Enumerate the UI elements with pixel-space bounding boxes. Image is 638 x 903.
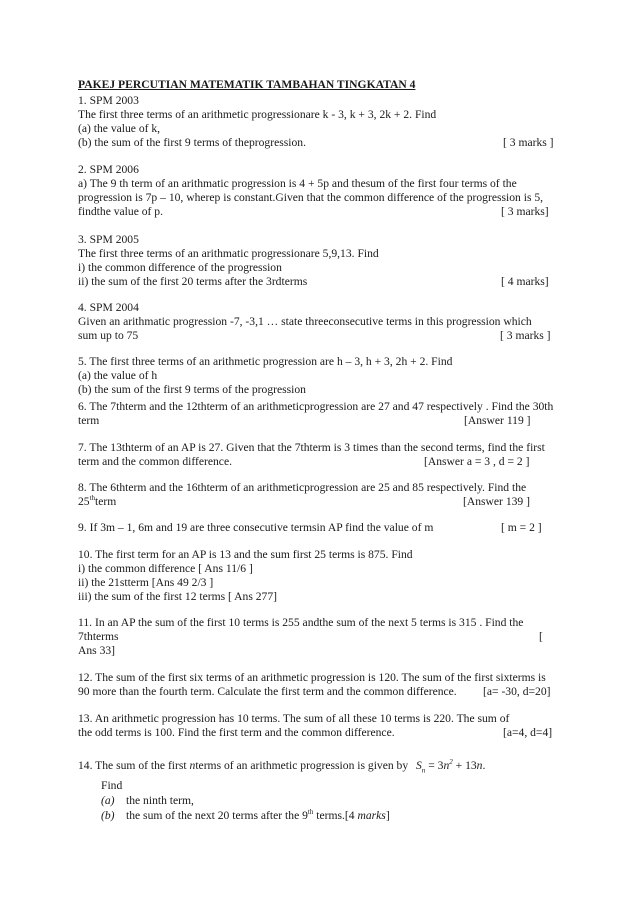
q4-line-2: sum up to 75 [78, 329, 139, 342]
q1-line-3: (b) the sum of the first 9 terms of theprogression. [78, 136, 306, 149]
q14-variable-n: n [189, 759, 196, 772]
q1-marks: [ 3 marks ] [503, 136, 554, 149]
q3-line-1: The first three terms of an arithmatic progressionare 5,9,13. Find [78, 247, 379, 260]
part-a-label: (a) [101, 794, 115, 807]
q7-answer: [Answer a = 3 , d = 2 ] [424, 455, 530, 468]
q14-line-1 [78, 759, 408, 773]
q14-part-b-text [126, 809, 390, 823]
formula-subscript: n [421, 766, 426, 775]
q5-line-1: 5. The first three terms of an arithmetic progression are h – 3, h + 3, 2h + 2. Find [78, 355, 453, 368]
q1-line-2: (a) the value of k, [78, 122, 161, 135]
q8-line-2 [78, 495, 116, 509]
q8-line-1: 8. The 6thterm and the 16thterm of an arithmeticprogression are 25 and 85 respectively. Find the [78, 481, 527, 494]
q13-answer: [a=4, d=4] [503, 726, 553, 739]
q8-term-number: 25 [78, 495, 90, 508]
q3-marks: [ 4 marks] [501, 275, 549, 288]
q10-line-1: 10. The first term for an AP is 13 and the sum first 25 terms is 875. Find [78, 548, 413, 561]
q14-text-end: terms of an arithmetic progression is given by [195, 759, 409, 772]
q12-line-2: 90 more than the fourth term. Calculate the first term and the common difference. [78, 685, 457, 698]
formula-exponent: 2 [449, 758, 453, 766]
q4-line-1: Given an arithmatic progression -7, -3,1 … state threeconsecutive terms in this progression which [78, 315, 532, 328]
q6-line-2: term [78, 414, 100, 427]
q8-term-word: term [95, 495, 117, 508]
q3-line-3: ii) the sum of the first 20 terms after the 3rdterms [78, 275, 308, 288]
formula-equals: = 3 [425, 759, 444, 772]
q13-line-2: the odd terms is 100. Find the first term and the common difference. [78, 726, 395, 739]
q4-heading: 4. SPM 2004 [78, 301, 139, 314]
q2-line-2: progression is 7p – 10, wherep is constant.Given that the common difference of the progression is 5, [78, 191, 544, 204]
q5-line-3: (b) the sum of the first 9 terms of the progression [78, 383, 306, 396]
q14-find: Find [101, 779, 123, 792]
q11-line-1: 11. In an AP the sum of the first 10 terms is 255 andthe sum of the next 5 terms is 315 . Find the [78, 616, 524, 629]
q6-answer: [Answer 119 ] [464, 414, 531, 427]
q5-line-2: (a) the value of h [78, 369, 158, 382]
part-b-text-start: the sum of the next 20 terms after the 9 [126, 809, 308, 822]
q2-marks: [ 3 marks] [501, 205, 549, 218]
q2-line-1: a) The 9 th term of an arithmatic progression is 4 + 5p and thesum of the first four terms of the [78, 177, 517, 190]
sum-formula [416, 759, 485, 777]
q10-line-2: i) the common difference [ Ans 11/6 ] [78, 562, 253, 575]
q3-line-2: i) the common difference of the progression [78, 261, 282, 274]
q3-heading: 3. SPM 2005 [78, 233, 139, 246]
q4-marks: [ 3 marks ] [500, 329, 551, 342]
q9-line-1: 9. If 3m – 1, 6m and 19 are three consecutive termsin AP find the value of m [78, 521, 434, 534]
q14-part-a-text: the ninth term, [126, 794, 194, 807]
formula-n-1: n [443, 759, 450, 772]
q2-line-3: findthe value of p. [78, 205, 163, 218]
part-b-marks-word: marks [357, 809, 386, 822]
q6-line-1: 6. The 7thterm and the 12thterm of an arithmeticprogression are 27 and 47 respectively . Find the 30th [78, 400, 554, 413]
part-b-bracket: ] [385, 809, 390, 822]
q1-line-1: The first three terms of an arithmetic progressionare k - 3, k + 3, 2k + 2. Find [78, 108, 437, 121]
formula-period: . [482, 759, 486, 772]
formula-s: S [416, 759, 422, 772]
q1-heading: 1. SPM 2003 [78, 94, 139, 107]
formula-n-2: n [476, 759, 483, 772]
q10-line-3: ii) the 21stterm [Ans 49 2/3 ] [78, 576, 214, 589]
q11-bracket: [ [539, 630, 543, 643]
part-b-text-mid: terms.[4 [313, 809, 358, 822]
q14-part-b-label [101, 809, 115, 823]
page-title: PAKEJ PERCUTIAN MATEMATIK TAMBAHAN TINGKATAN 4 [78, 78, 416, 91]
q8-answer: [Answer 139 ] [463, 495, 530, 508]
q9-answer: [ m = 2 ] [501, 521, 542, 534]
q14-text-start: 14. The sum of the first [78, 759, 190, 772]
part-b-label: (b) [101, 809, 115, 822]
q11-line-2: 7thterms [78, 630, 119, 643]
q7-line-1: 7. The 13thterm of an AP is 27. Given that the 7thterm is 3 times than the second terms, find the first [78, 441, 545, 454]
q12-line-1: 12. The sum of the first six terms of an arithmetic progression is 120. The sum of the first sixterms is [78, 671, 546, 684]
q10-line-4: iii) the sum of the first 12 terms [ Ans 277] [78, 590, 278, 603]
q2-heading: 2. SPM 2006 [78, 163, 139, 176]
q13-line-1: 13. An arithmetic progression has 10 terms. The sum of all these 10 terms is 220. The sum of [78, 712, 510, 725]
q12-answer: [a= -30, d=20] [483, 685, 551, 698]
q7-line-2: term and the common difference. [78, 455, 232, 468]
part-b-superscript: th [307, 808, 314, 816]
q14-part-a-label [101, 794, 115, 808]
q8-term-suffix: th [89, 494, 96, 502]
formula-plus: + 13 [452, 759, 477, 772]
q11-answer: Ans 33] [78, 644, 116, 657]
